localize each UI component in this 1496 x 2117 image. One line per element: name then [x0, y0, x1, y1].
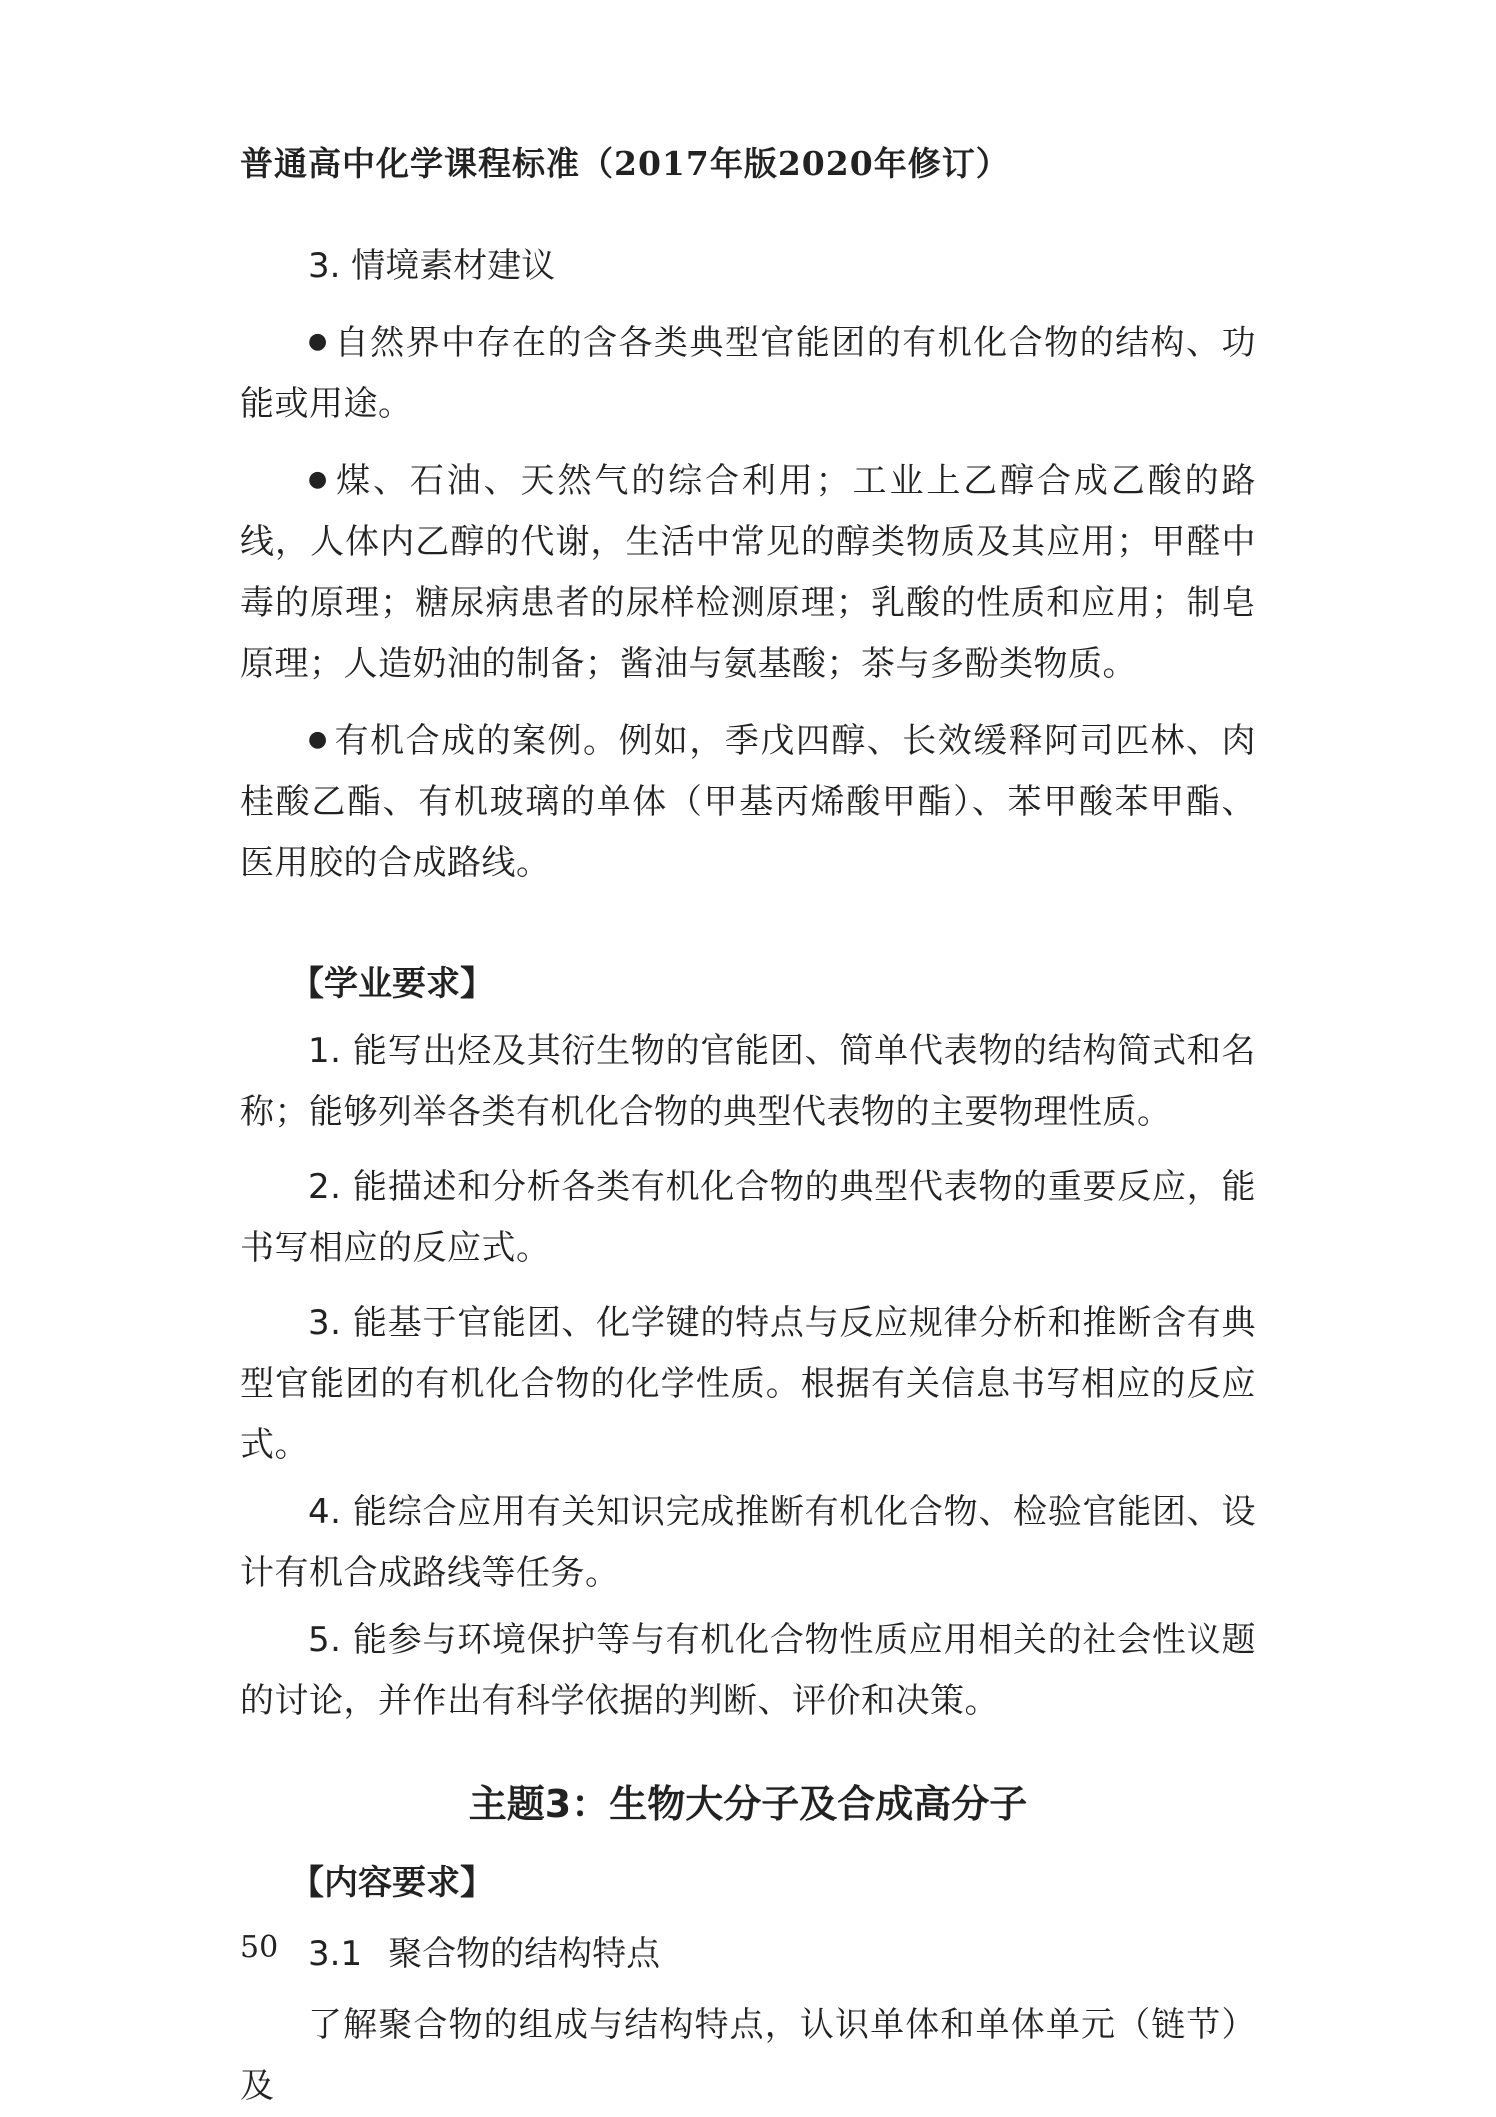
subsection-paragraph: 了解聚合物的组成与结构特点，认识单体和单体单元（链节）及 — [240, 2005, 1256, 2106]
page-number: 50 — [240, 1930, 279, 1965]
bullet-icon: ● — [308, 467, 331, 492]
subsection-number: 3.1 — [308, 1934, 363, 1974]
bullet-icon: ● — [308, 329, 329, 354]
academic-item-4: 4. 能综合应用有关知识完成推断有机化合物、检验官能团、设计有机合成路线等任务。 — [240, 1492, 1256, 1593]
context-bullet-3 — [240, 709, 1256, 894]
academic-item-2: 2. 能描述和分析各类有机化合物的典型代表物的重要反应，能书写相应的反应式。 — [240, 1167, 1256, 1268]
running-header: 普通高中化学课程标准（2017年版2020年修订） — [240, 144, 1010, 183]
subsection-heading — [240, 1924, 1256, 1985]
context-bullet-1 — [240, 311, 1256, 435]
context-bullet-2 — [240, 449, 1256, 695]
academic-item-5: 5. 能参与环境保护等与有机化合物性质应用相关的社会性议题的讨论，并作出有科学依据的判断、评价和决策。 — [240, 1620, 1256, 1721]
theme-title: 主题3：生物大分子及合成高分子 — [468, 1782, 1028, 1826]
content-requirements-heading: 【内容要求】 — [290, 1863, 494, 1903]
academic-requirements-heading: 【学业要求】 — [290, 964, 494, 1004]
context-bullet-text: 煤、石油、天然气的综合利用；工业上乙醇合成乙酸的路线，人体内乙醇的代谢，生活中常见的醇类物质及其应用；甲醛中毒的原理；糖尿病患者的尿样检测原理；乳酸的性质和应用；制皂原理；人造奶油的制备；酱油与氨基酸；茶与多酚类物质。 — [240, 461, 1256, 684]
context-bullet-text: 自然界中存在的含各类典型官能团的有机化合物的结构、功能或用途。 — [240, 323, 1256, 424]
context-section-heading: 3. 情境素材建议 — [308, 246, 556, 286]
page-content — [240, 236, 1256, 2117]
academic-item-3: 3. 能基于官能团、化学键的特点与反应规律分析和推断含有典型官能团的有机化合物的化学性质。根据有关信息书写相应的反应式。 — [240, 1303, 1256, 1465]
bullet-icon: ● — [308, 727, 329, 752]
academic-item-1: 1. 能写出烃及其衍生物的官能团、简单代表物的结构简式和名称；能够列举各类有机化合物的典型代表物的主要物理性质。 — [240, 1031, 1256, 1132]
subsection-title: 聚合物的结构特点 — [388, 1934, 661, 1974]
context-bullet-text: 有机合成的案例。例如，季戊四醇、长效缓释阿司匹林、肉桂酸乙酯、有机玻璃的单体（甲基丙烯酸甲酯）、苯甲酸苯甲酯、医用胶的合成路线。 — [240, 721, 1256, 883]
